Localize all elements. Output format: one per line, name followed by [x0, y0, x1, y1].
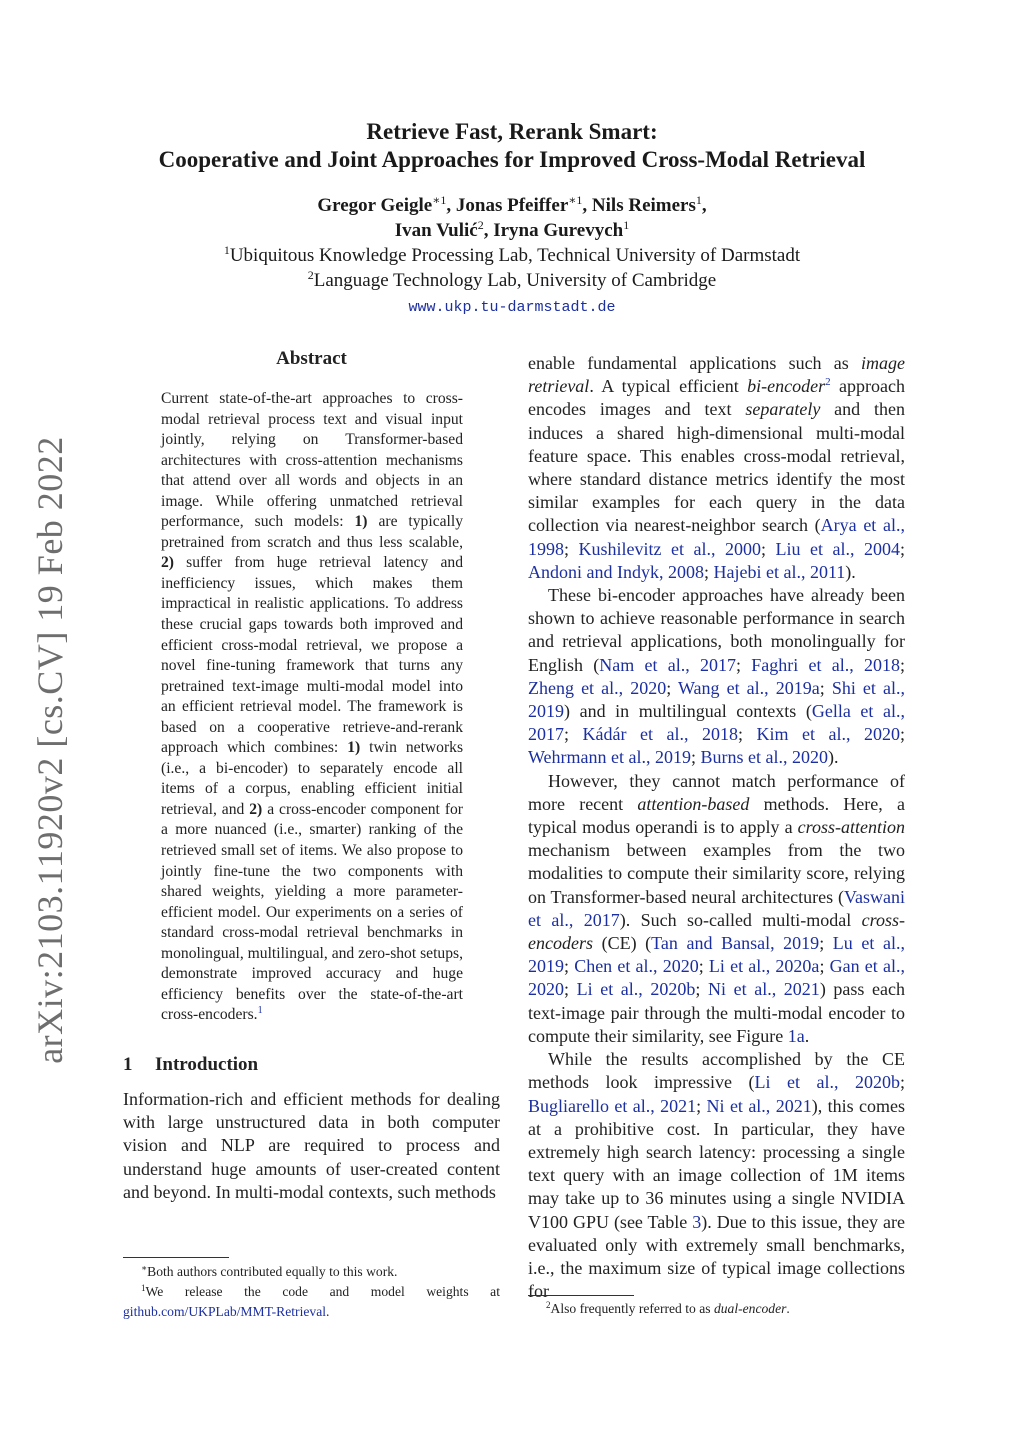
citation-link[interactable]: Chen et al., 2020	[574, 956, 699, 977]
author-mark: ∗1	[568, 193, 583, 207]
intro-paragraph-4: While the results accomplished by the CE methods look impressive (Li et al., 2020b; Bugliarello et al., 2021; Ni et al., 2021), this comes at a prohibitive cost. In particular, they have extremely high search latency: processing a single text query with an image collection of 1M items may take up to 36 minutes using a single NVIDIA V100 GPU (see Table 3). Due to this issue, they are evaluated only with extremely small benchmarks, i.e., the maximum size of typical image collections for	[528, 1049, 905, 1302]
citation-link[interactable]: Li et al., 2020b	[576, 979, 696, 1000]
citation-link[interactable]: Ni et al., 2021	[708, 979, 820, 1000]
citation-link[interactable]: Vaswani et al., 2017	[528, 886, 905, 930]
intro-paragraph-2: These bi-encoder approaches have already been shown to achieve reasonable performance in search and retrieval applications, both monolingually for English (Nam et al., 2017; Faghri et al., 2018; Zheng et al., 2020; Wang et al., 2019a; Shi et al., 2019) and in multilingual contexts (Gella et al., 2017; Kádár et al., 2018; Kim et al., 2020; Wehrmann et al., 2019; Burns et al., 2020).	[528, 585, 906, 768]
citation-link[interactable]: Lu et al., 2019	[528, 933, 905, 977]
citation-link[interactable]: Li et al., 2020b	[754, 1072, 900, 1093]
lab-url-link[interactable]: www.ukp.tu-darmstadt.de	[408, 299, 616, 316]
footnote-ref-2[interactable]: 2	[825, 376, 831, 389]
citation-link[interactable]: Hajebi et al., 2011	[713, 561, 846, 582]
citation-link[interactable]: Arya et al., 1998	[528, 515, 905, 559]
github-repo-link[interactable]: github.com/UKPLab/MMT-Retrieval	[123, 1304, 327, 1319]
citation-link[interactable]: Kim et al., 2020	[756, 724, 900, 745]
footnote-2: $^2$Also frequently referred to as dual-encoder.	[546, 1300, 790, 1316]
citation-link[interactable]: Wang et al., 2019a	[677, 677, 820, 698]
section-heading-introduction: 1 Introduction	[123, 1053, 259, 1075]
author-name: Jonas Pfeiffer	[455, 195, 569, 216]
right-column	[528, 352, 905, 1303]
author-name: Nils Reimers	[591, 195, 696, 216]
citation-link[interactable]: Nam et al., 2017	[599, 654, 736, 675]
footnote-ref-1[interactable]: 1	[257, 1005, 263, 1017]
author-name: Gregor Geigle	[317, 195, 433, 216]
arxiv-identifier-stamp: arXiv:2103.11920v2 [cs.CV] 19 Feb 2022	[30, 436, 70, 1064]
author-mark: 1	[695, 193, 702, 207]
left-column	[123, 348, 500, 1204]
citation-link[interactable]: Gan et al., 2020	[528, 956, 905, 1000]
title-line-2: Cooperative and Joint Approaches for Improved Cross-Modal Retrieval	[158, 147, 866, 172]
intro-paragraph-1: Information-rich and efficient methods for dealing with large unstructured data in both computer vision and NLP are required to process and understand huge amounts of user-created content and beyond. In multi-modal contexts, such methods	[123, 1088, 500, 1202]
citation-link[interactable]: Kushilevitz et al., 2000	[578, 538, 761, 559]
citation-link[interactable]: Faghri et al., 2018	[751, 654, 900, 675]
author-name: Iryna Gurevych	[493, 220, 624, 241]
citation-link[interactable]: Burns et al., 2020	[700, 747, 829, 768]
abstract-heading: Abstract	[276, 348, 347, 369]
citation-link[interactable]: Andoni and Indyk, 2008	[528, 561, 704, 582]
author-mark: ∗1	[432, 193, 447, 207]
footnote-divider-right	[528, 1295, 634, 1296]
citation-link[interactable]: Wehrmann et al., 2019	[528, 747, 692, 768]
title-line-1: Retrieve Fast, Rerank Smart:	[366, 119, 658, 144]
affiliation-1: $^1$Ubiquitous Knowledge Processing Lab, Technical University of Darmstadt	[223, 243, 801, 266]
citation-link[interactable]: Kádár et al., 2018	[582, 724, 738, 745]
author-block	[112, 193, 912, 320]
footnote-1: $^1$We release the code and model weights at	[141, 1283, 500, 1299]
abstract-body: Current state-of-the-art approaches to cross-modal retrieval process text and visual input jointly, relying on Transformer-based architectures with cross-attention mechanisms that attend over all words and objects in an image. While offering unmatched retrieval performance, such models: 1) are typically pretrained from scratch and thus less scalable, 2) suffer from huge retrieval latency and inefficiency issues, which makes them impractical in realistic applications. To address these crucial gaps towards both improved and efficient cross-modal retrieval, we propose a novel fine-tuning framework that turns any pretrained text-image multi-modal model into an efficient retrieval model. The framework is based on a cooperative retrieve-and-rerank approach which combines: 1) twin networks (i.e., a bi-encoder) to separately encode all items of a corpus, enabling efficient initial retrieval, and 2) a cross-encoder component for a more nuanced (i.e., smarter) ranking of the retrieved small set of items. We also propose to jointly fine-tune the two components with shared weights, yielding a more parameter-efficient model. Our experiments on a series of standard cross-modal retrieval benchmarks in monolingual, multilingual, and zero-shot setups, demonstrate improved accuracy and huge efficiency benefits over the state-of-the-art cross-encoders.$^1$	[161, 390, 464, 1024]
citation-link[interactable]: Bugliarello et al., 2021	[528, 1095, 697, 1116]
affiliation-2: $^2$Language Technology Lab, University of Cambridge	[307, 268, 717, 291]
footnote-equal-contribution: ∗Both authors contributed equally to this work.	[141, 1263, 398, 1279]
citation-link[interactable]: Ni et al., 2021	[706, 1095, 812, 1116]
author-name: Ivan Vulić	[394, 220, 478, 241]
author-mark: 1	[623, 218, 630, 232]
citation-link[interactable]: Liu et al., 2004	[775, 538, 900, 559]
footnote-1-link-line: github.com/UKPLab/MMT-Retrieval.	[123, 1304, 330, 1319]
citation-link[interactable]: Tan and Bansal, 2019	[651, 933, 820, 954]
intro-paragraph-continued: enable fundamental applications such as image retrieval. A typical efficient bi-encoder$^2$ approach encodes images and text separately and then induces a shared high-dimensional multi-modal feature space. This enables cross-modal retrieval, where standard distance metrics identify the most similar examples for each query in the data collection via nearest-neighbor search (Arya et al., 1998; Kushilevitz et al., 2000; Liu et al., 2004; Andoni and Indyk, 2008; Hajebi et al., 2011).	[528, 353, 905, 582]
citation-link[interactable]: Li et al., 2020a	[708, 956, 820, 977]
intro-paragraph-3: However, they cannot match performance of more recent attention-based methods. Here, a typical modus operandi is to apply a cross-attention mechanism between examples from the two modalities to compute their similarity score, relying on Transformer-based neural architectures (Vaswani et al., 2017). Such so-called multi-modal cross-encoders (CE) (Tan and Bansal, 2019; Lu et al., 2019; Chen et al., 2020; Li et al., 2020a; Gan et al., 2020; Li et al., 2020b; Ni et al., 2021) pass each text-image pair through the multi-modal encoder to compute their similarity, see Figure 1a.	[528, 770, 906, 1046]
author-line-2: Ivan Vulić$^2$, Iryna Gurevych$^1$	[394, 218, 630, 241]
citation-link[interactable]: Shi et al., 2019	[528, 677, 905, 722]
footnotes-left	[123, 1262, 500, 1322]
paper-title	[112, 118, 912, 174]
citation-link[interactable]: Zheng et al., 2020	[528, 677, 667, 698]
footnote-divider-left	[123, 1257, 229, 1258]
author-mark: 2	[477, 218, 484, 232]
citation-link[interactable]: Gella et al., 2017	[528, 701, 905, 745]
author-line-1: Gregor Geigle$^{∗1}$, Jonas Pfeiffer$^{∗1}$, Nils Reimers$^1$,	[317, 193, 707, 216]
table-reference-link[interactable]: 3	[692, 1211, 702, 1232]
figure-reference-link[interactable]: 1a	[787, 1025, 805, 1046]
